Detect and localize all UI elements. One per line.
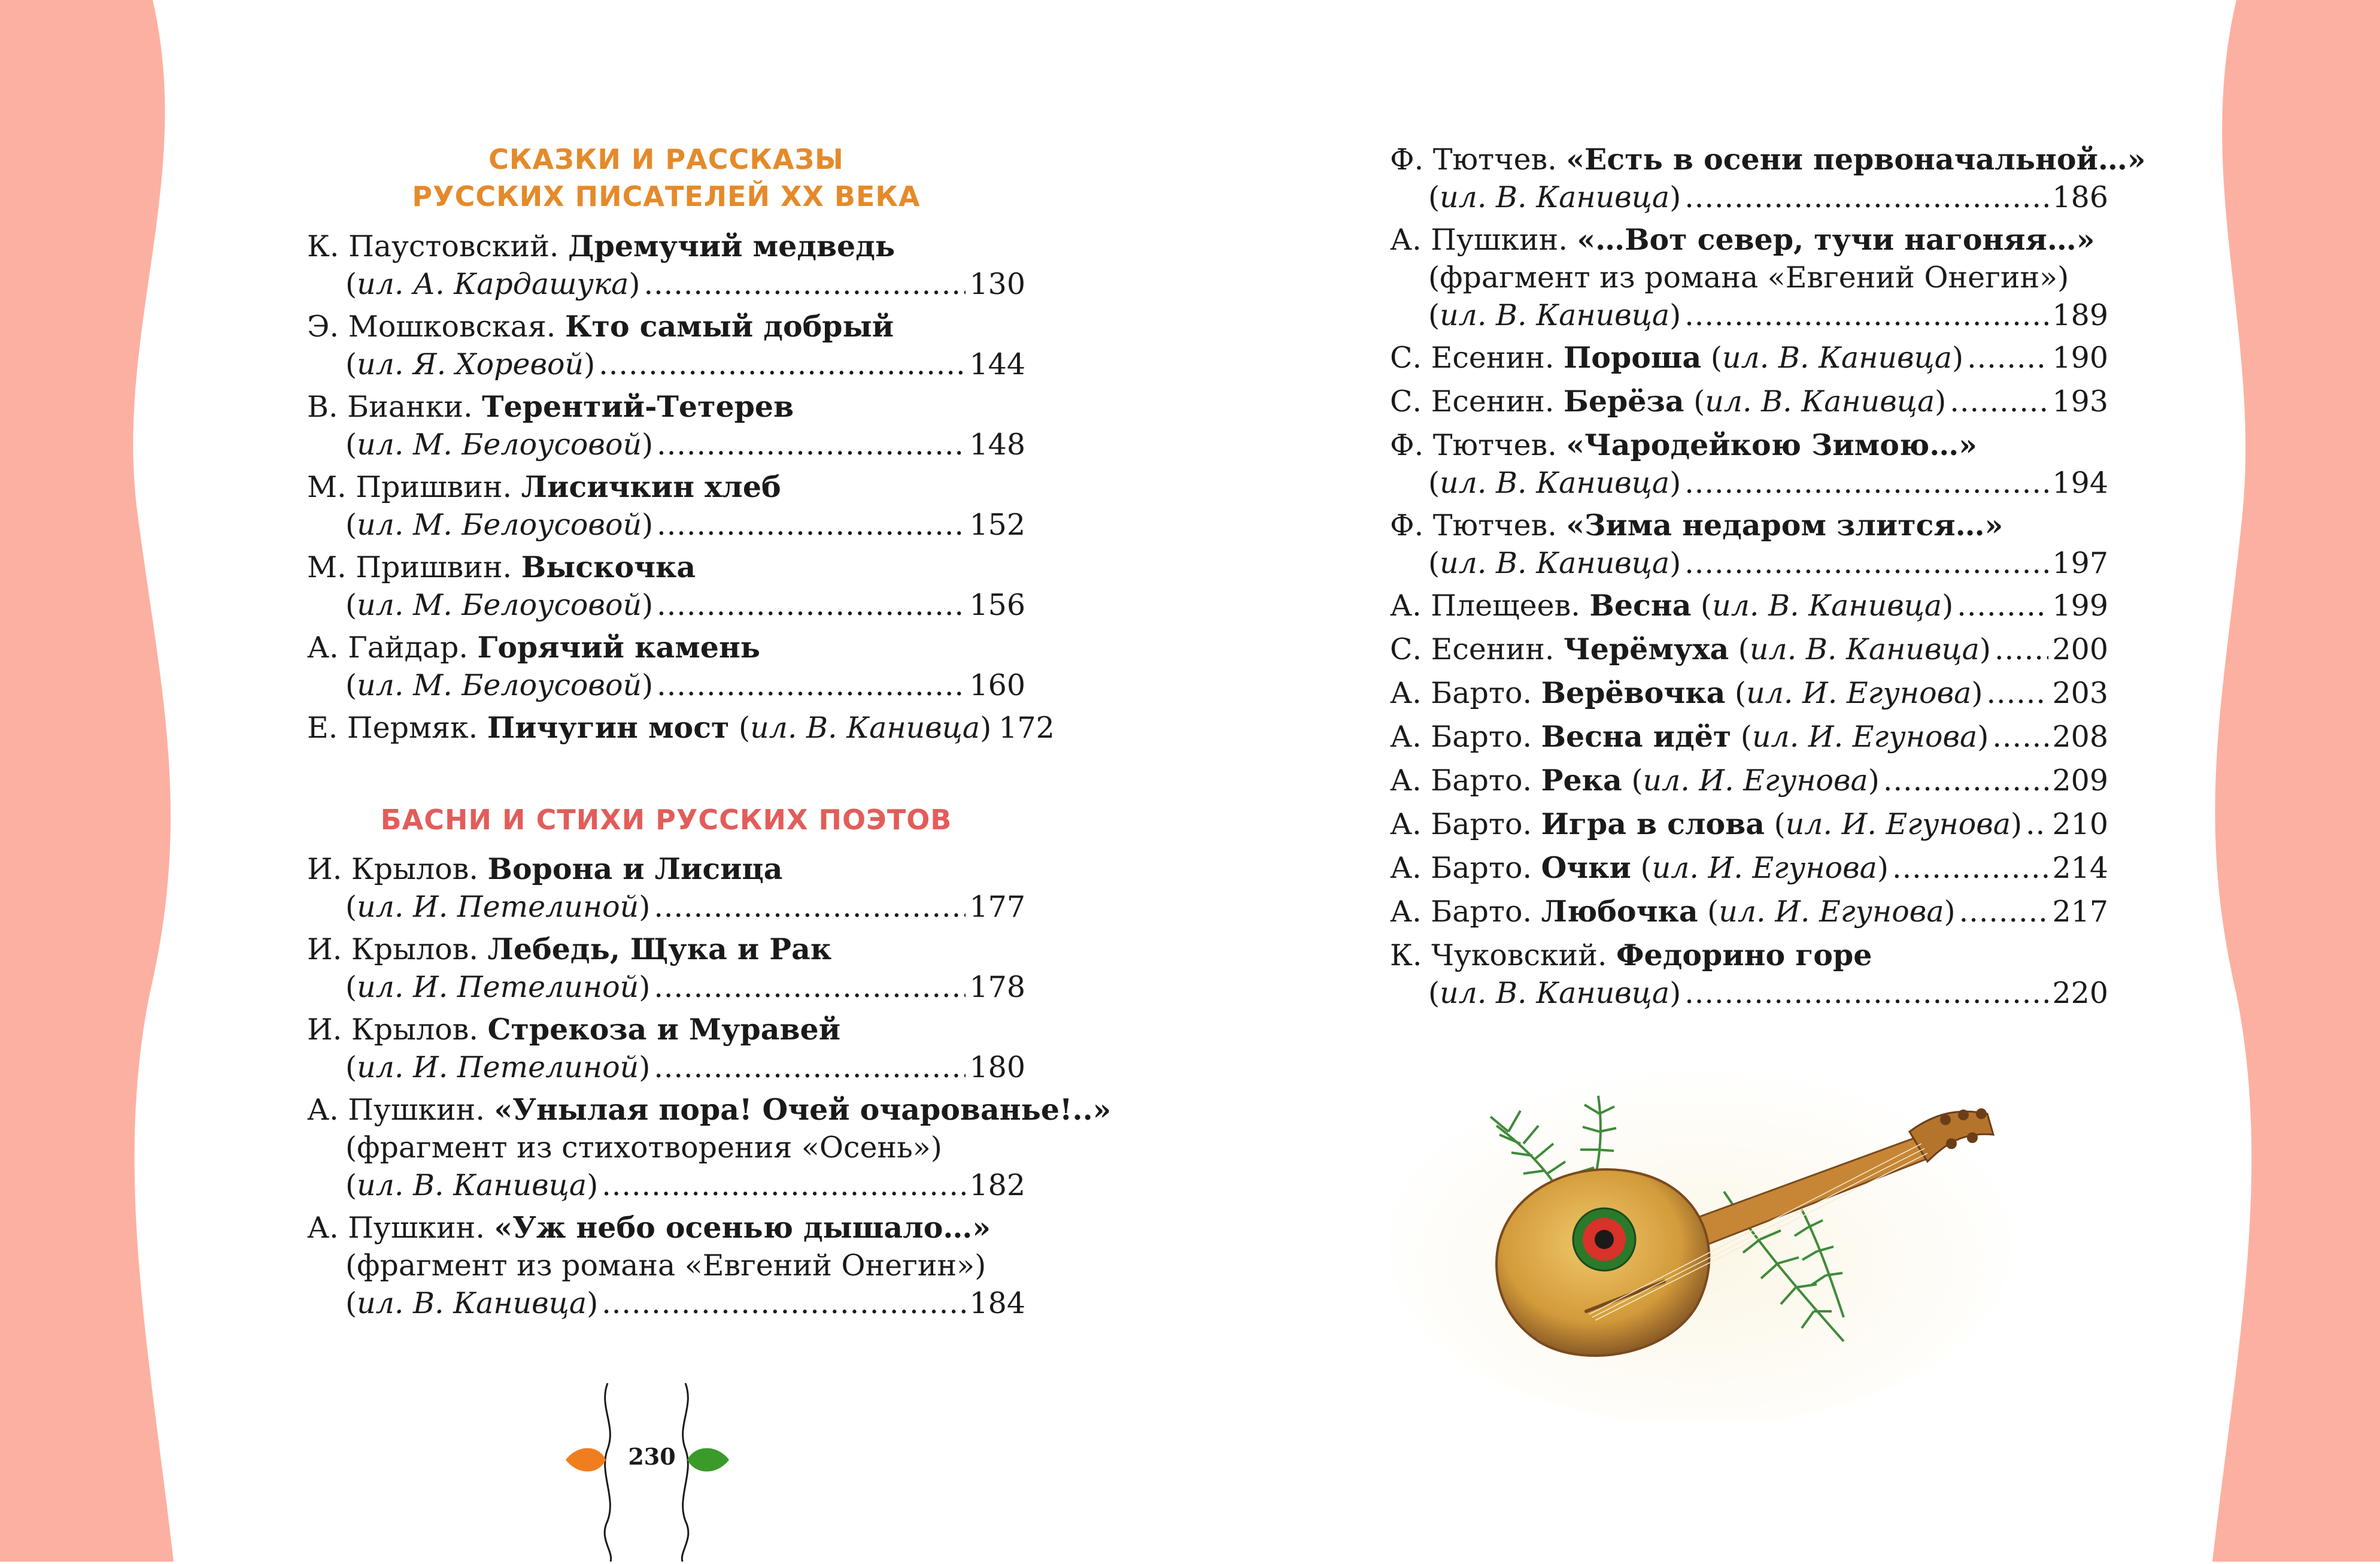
entry-note: (фрагмент из романа «Евгений Онегин») [1428, 260, 2069, 295]
entry-title: Пичугин мост [487, 710, 730, 745]
dot-leader [657, 506, 966, 544]
entry-author: Ф. Тютчев. [1390, 428, 1557, 462]
toc-entry[interactable]: А. Гайдар. Горячий камень (ил. М. Белоусовой) ..... 160 [307, 629, 1025, 704]
toc-entry[interactable]: А. Пушкин. «Унылая пора! Очей очарованье!..» (фрагмент из стихотворения «Осень») (ил. В. Канивца) ..... 182 [307, 1091, 1025, 1204]
entry-title: Верёвочка [1541, 675, 1726, 710]
entry-author: А. Барто. [1390, 851, 1532, 885]
toc-entry[interactable]: К. Паустовский. Дремучий медведь (ил. А. Кардашука) ..... 130 [307, 228, 1025, 303]
entry-title: Терентий-Тетерев [482, 389, 794, 424]
section-heading-stories [307, 141, 1025, 215]
entry-illustrator: ил. И. Егунова [1785, 807, 2011, 841]
stories-list [307, 228, 1055, 751]
dot-leader [602, 1284, 966, 1322]
orange-leaf-icon [566, 1448, 606, 1472]
entry-author: А. Плещеев. [1390, 589, 1580, 623]
entry-illustrator: ил. А. Кардашука [357, 267, 629, 301]
dot-leader [1684, 178, 2048, 216]
entry-page: 178 [969, 970, 1025, 1004]
entry-page: 210 [2052, 807, 2108, 841]
dot-leader [1684, 296, 2048, 334]
entry-page: 203 [2052, 676, 2108, 710]
entry-page: 209 [2052, 763, 2108, 798]
entry-title: Федорино горе [1616, 938, 1872, 972]
entry-title: Пороша [1563, 340, 1702, 375]
toc-entry[interactable]: А. Плещеев. Весна (ил. В. Канивца) ..... 199 [1390, 587, 2108, 625]
entry-page: 160 [969, 668, 1025, 702]
toc-entry[interactable]: В. Бианки. Терентий-Тетерев (ил. М. Белоусовой) ..... 148 [307, 388, 1025, 463]
entry-illustrator: ил. В. Канивца [750, 711, 980, 745]
entry-illustrator: ил. В. Канивца [1440, 180, 1670, 214]
entry-illustrator: ил. В. Канивца [1440, 976, 1670, 1010]
entry-page: 220 [2052, 976, 2108, 1010]
dot-leader [1959, 893, 2049, 930]
entry-illustrator: ил. И. Петелиной [357, 1050, 639, 1084]
lute-illustration [1389, 1030, 2047, 1419]
dot-leader [1883, 762, 2049, 799]
dot-leader [644, 265, 966, 303]
dot-leader [1684, 544, 2048, 582]
poems-list [1390, 141, 2146, 1017]
entry-author: С. Есенин. [1390, 341, 1555, 375]
section-title-line2: РУССКИХ ПИСАТЕЛЕЙ XX ВЕКА [412, 180, 921, 213]
entry-author: К. Чуковский. [1390, 938, 1607, 972]
entry-illustrator: ил. И. Егунова [1643, 763, 1868, 798]
entry-page: 197 [2052, 546, 2108, 580]
toc-entry[interactable]: Ф. Тютчев. «Зима недаром злится…» (ил. В. Канивца) ..... 197 [1390, 507, 2108, 582]
entry-illustrator: ил. В. Канивца [1722, 341, 1952, 375]
entry-author: М. Пришвин. [307, 470, 512, 504]
toc-entry[interactable]: К. Чуковский. Федорино горе (ил. В. Канивца) ..... 220 [1390, 936, 2108, 1012]
toc-entry[interactable]: И. Крылов. Ворона и Лисица (ил. И. Петелиной) ..... 177 [307, 850, 1025, 926]
entry-title: Кто самый добрый [564, 309, 894, 344]
toc-entry[interactable]: А. Пушкин. «…Вот север, тучи нагоняя…» (фрагмент из романа «Евгений Онегин») (ил. В. Канивца) ..... 189 [1390, 221, 2108, 334]
entry-title: «…Вот север, тучи нагоняя…» [1577, 222, 2095, 257]
entry-author: А. Пушкин. [307, 1093, 485, 1127]
entry-illustrator: ил. В. Канивца [1440, 466, 1670, 500]
section-title-line1: СКАЗКИ И РАССКАЗЫ [488, 143, 844, 175]
entry-title: Выскочка [521, 550, 696, 584]
entry-author: И. Крылов. [307, 852, 478, 886]
entry-title: Лебедь, Щука и Рак [487, 932, 832, 966]
entry-illustrator: ил. М. Белоусовой [357, 428, 642, 462]
entry-illustrator: ил. В. Канивца [1705, 384, 1935, 419]
toc-entry[interactable]: Ф. Тютчев. «Есть в осени первоначальной…» (ил. В. Канивца) ..... 186 [1390, 141, 2108, 216]
entry-title: Берёза [1563, 384, 1684, 419]
entry-title: Дремучий медведь [568, 229, 895, 263]
entry-title: Игра в слова [1541, 807, 1765, 841]
entry-page: 217 [2052, 895, 2108, 929]
entry-page: 177 [969, 890, 1025, 924]
toc-entry[interactable]: А. Барто. Река (ил. И. Егунова) ..... 209 [1390, 762, 2108, 799]
entry-title: Лисичкин хлеб [521, 469, 781, 504]
dot-leader [654, 968, 966, 1006]
dot-leader [1967, 339, 2048, 377]
entry-author: Ф. Тютчев. [1390, 143, 1557, 177]
entry-page: 172 [998, 711, 1055, 745]
entry-author: Э. Мошковская. [307, 310, 556, 344]
dot-leader [599, 345, 966, 383]
entry-author: Ф. Тютчев. [1390, 508, 1557, 542]
entry-page: 214 [2052, 851, 2108, 885]
entry-illustrator: ил. И. Егунова [1719, 895, 1944, 929]
entry-illustrator: ил. И. Петелиной [357, 970, 639, 1004]
dot-leader [1684, 464, 2048, 502]
entry-illustrator: ил. В. Канивца [1712, 589, 1942, 623]
entry-title: «Унылая пора! Очей очарованье!..» [494, 1092, 1112, 1127]
toc-entry[interactable]: С. Есенин. Пороша (ил. В. Канивца) ..... 190 [1390, 339, 2108, 377]
entry-title: «Зима недаром злится…» [1566, 508, 2003, 542]
entry-page: 182 [969, 1168, 1025, 1202]
toc-entry[interactable]: С. Есенин. Берёза (ил. В. Канивца) ..... 193 [1390, 383, 2108, 420]
toc-entry[interactable]: А. Барто. Игра в слова (ил. И. Егунова) ..... 210 [1390, 805, 2108, 843]
entry-illustrator: ил. Я. Хоревой [357, 347, 584, 381]
entry-page: 130 [969, 267, 1025, 301]
toc-entry[interactable]: А. Барто. Верёвочка (ил. И. Егунова) ..... 203 [1390, 674, 2108, 712]
entry-title: Стрекоза и Муравей [487, 1012, 841, 1047]
dot-leader [1992, 718, 2048, 756]
entry-title: Горячий камень [477, 630, 761, 665]
entry-author: А. Барто. [1390, 807, 1532, 841]
toc-entry[interactable]: Э. Мошковская. Кто самый добрый (ил. Я. Хоревой) ..... 144 [307, 308, 1025, 383]
right-wavy-line [682, 1383, 688, 1562]
entry-author: А. Барто. [1390, 895, 1532, 929]
entry-page: 184 [969, 1286, 1025, 1320]
entry-title: Река [1541, 763, 1622, 798]
entry-author: А. Барто. [1390, 720, 1532, 754]
entry-title: Любочка [1541, 894, 1698, 929]
page-footer [557, 1377, 748, 1562]
entry-title: Ворона и Лисица [487, 851, 783, 886]
dot-leader [1950, 383, 2048, 420]
entry-author: Е. Пермяк. [307, 711, 478, 745]
page-number: 230 [628, 1443, 676, 1470]
entry-illustrator: ил. В. Канивца [1749, 632, 1980, 666]
dot-leader [654, 888, 966, 926]
entry-author: В. Бианки. [307, 390, 473, 424]
entry-page: 200 [2052, 632, 2108, 666]
toc-entry[interactable]: А. Пушкин. «Уж небо осенью дышало…» (фрагмент из романа «Евгений Онегин») (ил. В. Канивца) ..... 184 [307, 1209, 1025, 1322]
dot-leader [1957, 587, 2048, 625]
left-wave-border [0, 0, 180, 1562]
dot-leader [657, 426, 966, 463]
toc-entry[interactable]: И. Крылов. Стрекоза и Муравей (ил. И. Петелиной) ..... 180 [307, 1011, 1025, 1086]
toc-entry[interactable]: М. Пришвин. Выскочка (ил. М. Белоусовой) ..... 156 [307, 548, 1025, 624]
entry-page: 189 [2052, 298, 2108, 332]
toc-entry[interactable]: А. Барто. Любочка (ил. И. Егунова) ..... 217 [1390, 893, 2108, 930]
entry-illustrator: ил. М. Белоусовой [357, 508, 642, 542]
entry-illustrator: ил. В. Канивца [1440, 546, 1670, 580]
entry-author: А. Пушкин. [307, 1211, 485, 1245]
right-wave-border [2200, 0, 2380, 1562]
dot-leader [1986, 674, 2048, 712]
entry-author: С. Есенин. [1390, 632, 1555, 666]
entry-page: 190 [2052, 341, 2108, 375]
toc-entry[interactable]: М. Пришвин. Лисичкин хлеб (ил. М. Белоусовой) ..... 152 [307, 468, 1025, 544]
toc-entry[interactable]: Е. Пермяк. Пичугин мост (ил. В. Канивца) 172 [307, 709, 1025, 747]
entry-illustrator: ил. М. Белоусовой [357, 668, 642, 702]
dot-leader [2026, 805, 2048, 843]
entry-title: Очки [1541, 850, 1631, 885]
entry-illustrator: ил. В. Канивца [357, 1286, 587, 1320]
entry-page: 156 [969, 588, 1025, 622]
entry-page: 144 [969, 347, 1025, 381]
dot-leader [602, 1166, 966, 1204]
entry-title: «Есть в осени первоначальной…» [1566, 142, 2146, 177]
entry-illustrator: ил. И. Егунова [1751, 720, 1978, 754]
entry-page: 180 [969, 1050, 1025, 1084]
entry-author: И. Крылов. [307, 1013, 478, 1047]
dot-leader [657, 666, 966, 704]
fables-list [307, 850, 1112, 1327]
entry-author: А. Барто. [1390, 763, 1532, 798]
entry-author: М. Пришвин. [307, 550, 512, 584]
dot-leader [1684, 974, 2048, 1012]
entry-author: К. Паустовский. [307, 229, 559, 263]
green-leaf-icon [687, 1448, 729, 1472]
left-wave-shape [0, 0, 174, 1562]
entry-illustrator: ил. М. Белоусовой [357, 588, 642, 622]
entry-author: А. Гайдар. [307, 631, 468, 665]
right-wave-shape [2212, 0, 2380, 1562]
dot-leader [657, 586, 966, 624]
entry-illustrator: ил. И. Петелиной [357, 890, 639, 924]
entry-author: С. Есенин. [1390, 384, 1555, 419]
dot-leader [1892, 849, 2048, 887]
entry-author: А. Пушкин. [1390, 223, 1568, 257]
entry-page: 193 [2052, 384, 2108, 419]
entry-page: 148 [969, 428, 1025, 462]
entry-title: Весна [1589, 588, 1692, 623]
dot-leader [654, 1048, 966, 1086]
entry-illustrator: ил. В. Канивца [357, 1168, 587, 1202]
entry-illustrator: ил. И. Егунова [1746, 676, 1972, 710]
left-wavy-line [605, 1383, 611, 1562]
entry-author: И. Крылов. [307, 932, 478, 966]
entry-illustrator: ил. И. Егунова [1652, 851, 1877, 885]
dot-leader [1995, 631, 2048, 668]
entry-author: А. Барто. [1390, 676, 1532, 710]
toc-entry[interactable]: И. Крылов. Лебедь, Щука и Рак (ил. И. Петелиной) ..... 178 [307, 930, 1025, 1006]
entry-note: (фрагмент из стихотворения «Осень») [345, 1130, 942, 1165]
toc-entry[interactable]: С. Есенин. Черёмуха (ил. В. Канивца) ..... 200 [1390, 631, 2108, 668]
entry-title: «Чародейкою Зимою…» [1566, 428, 1977, 462]
entry-title: Черёмуха [1563, 632, 1729, 666]
toc-entry[interactable]: Ф. Тютчев. «Чародейкою Зимою…» (ил. В. Канивца) ..... 194 [1390, 426, 2108, 502]
section-heading-fables: БАСНИ И СТИХИ РУССКИХ ПОЭТОВ [380, 804, 952, 836]
entry-page: 194 [2052, 466, 2108, 500]
entry-title: «Уж небо осенью дышало…» [494, 1210, 991, 1245]
entry-title: Весна идёт [1541, 719, 1732, 754]
entry-note: (фрагмент из романа «Евгений Онегин») [345, 1248, 986, 1283]
entry-illustrator: ил. В. Канивца [1440, 298, 1670, 332]
entry-page: 199 [2052, 589, 2108, 623]
entry-page: 186 [2052, 180, 2108, 214]
entry-page: 208 [2052, 720, 2108, 754]
entry-page: 152 [969, 508, 1025, 542]
toc-entry[interactable]: А. Барто. Очки (ил. И. Егунова) ..... 214 [1390, 849, 2108, 887]
toc-entry[interactable]: А. Барто. Весна идёт (ил. И. Егунова) ..... 208 [1390, 718, 2108, 756]
